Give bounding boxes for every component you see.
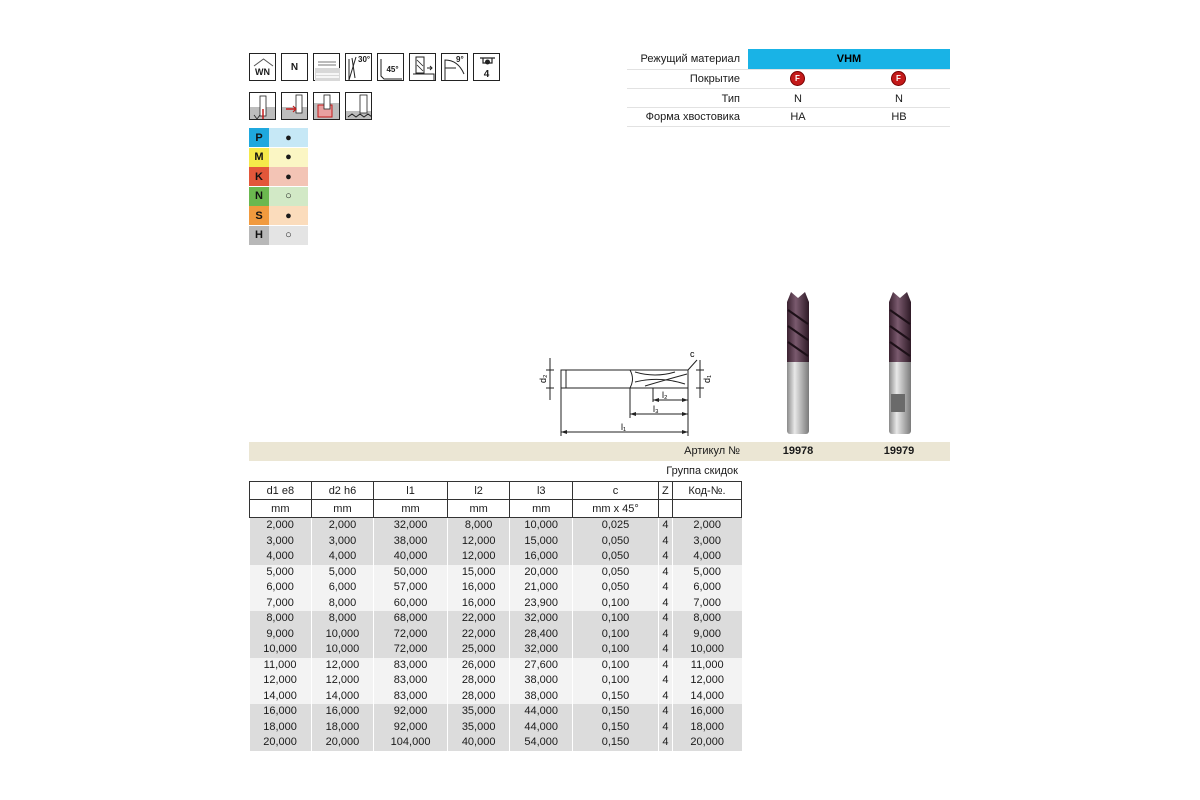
coating-icon: F <box>790 71 805 86</box>
table-cell: 0,150 <box>573 720 659 736</box>
end-mill-technical-drawing <box>535 350 715 440</box>
table-cell: 6,000 <box>311 580 374 596</box>
table-cell: 18,000 <box>672 720 741 736</box>
table-cell: 4 <box>658 642 672 658</box>
article-label: Артикул № <box>684 445 740 457</box>
material-letter: M <box>249 148 269 167</box>
material-letter: H <box>249 226 269 245</box>
table-cell: 2,000 <box>311 518 374 534</box>
shank-form-value: HB <box>891 111 907 123</box>
type-value: N <box>794 93 802 105</box>
table-cell: 4 <box>658 580 672 596</box>
table-cell: 4 <box>658 689 672 705</box>
table-cell: 21,000 <box>510 580 573 596</box>
table-cell: 32,000 <box>510 642 573 658</box>
table-cell: 0,150 <box>573 689 659 705</box>
l3-label: l₃ <box>653 404 659 414</box>
table-cell: 8,000 <box>311 596 374 612</box>
helix-angle-icon: 30° <box>345 53 372 81</box>
table-cell: 16,000 <box>311 704 374 720</box>
table-cell: 22,000 <box>447 611 510 627</box>
table-cell: 25,000 <box>447 642 510 658</box>
table-cell: 4 <box>658 611 672 627</box>
surface-finish-icon <box>313 53 340 81</box>
table-cell: 12,000 <box>447 534 510 550</box>
table-row <box>250 673 742 689</box>
flutes-icon: 4 <box>473 53 500 81</box>
type-label: Тип <box>721 93 740 105</box>
table-row <box>250 534 742 550</box>
table-cell: 40,000 <box>374 549 448 565</box>
material-row-k <box>249 167 308 186</box>
c-label: c <box>690 350 695 359</box>
table-row <box>250 735 742 751</box>
shank-form-value: HA <box>790 111 806 123</box>
material-row-m <box>249 148 308 167</box>
table-row <box>250 642 742 658</box>
table-cell: 4 <box>658 596 672 612</box>
shank-form-label: Форма хвостовика <box>645 111 740 123</box>
plunge-milling-icon <box>249 92 276 120</box>
table-cell: 104,000 <box>374 735 448 751</box>
table-cell: 0,050 <box>573 565 659 581</box>
table-cell: 16,000 <box>510 549 573 565</box>
table-cell: 44,000 <box>510 720 573 736</box>
table-cell: 35,000 <box>447 720 510 736</box>
column-unit: mm <box>510 500 573 518</box>
table-cell: 2,000 <box>672 518 741 534</box>
table-cell: 32,000 <box>510 611 573 627</box>
slot-milling-icon <box>281 92 308 120</box>
clearance-angle-icon: 9° <box>441 53 468 81</box>
table-cell: 7,000 <box>250 596 312 612</box>
table-cell: 28,400 <box>510 627 573 643</box>
column-header: Код-№. <box>672 482 741 500</box>
table-cell: 15,000 <box>447 565 510 581</box>
table-cell: 0,050 <box>573 534 659 550</box>
table-cell: 14,000 <box>311 689 374 705</box>
table-cell: 9,000 <box>250 627 312 643</box>
table-cell: 8,000 <box>250 611 312 627</box>
table-cell: 4 <box>658 673 672 689</box>
coating-icon: F <box>891 71 906 86</box>
table-cell: 83,000 <box>374 658 448 674</box>
table-cell: 16,000 <box>447 580 510 596</box>
column-unit: mm <box>250 500 312 518</box>
end-mill-hb-image <box>882 290 918 438</box>
type-value: N <box>895 93 903 105</box>
table-cell: 92,000 <box>374 720 448 736</box>
table-row <box>250 611 742 627</box>
table-cell: 20,000 <box>311 735 374 751</box>
table-cell: 0,100 <box>573 673 659 689</box>
d1-label: d₁ <box>702 374 712 383</box>
table-cell: 26,000 <box>447 658 510 674</box>
table-cell: 6,000 <box>672 580 741 596</box>
article-number: 19979 <box>883 445 915 457</box>
table-row <box>250 565 742 581</box>
table-cell: 28,000 <box>447 673 510 689</box>
table-row <box>250 580 742 596</box>
table-cell: 16,000 <box>250 704 312 720</box>
table-cell: 4,000 <box>672 549 741 565</box>
l2-label: l₂ <box>662 390 668 400</box>
table-cell: 4 <box>658 704 672 720</box>
table-cell: 4 <box>658 735 672 751</box>
table-cell: 18,000 <box>250 720 312 736</box>
material-row-h <box>249 226 308 245</box>
material-row-p <box>249 128 308 147</box>
column-header: l3 <box>510 482 573 500</box>
table-cell: 20,000 <box>510 565 573 581</box>
material-letter: K <box>249 167 269 186</box>
cutting-material-value: VHM <box>748 49 950 69</box>
material-letter: P <box>249 128 269 147</box>
table-cell: 8,000 <box>447 518 510 534</box>
spec-divider <box>627 107 950 108</box>
discount-group-label: Группа скидок <box>666 465 738 477</box>
table-cell: 12,000 <box>672 673 741 689</box>
table-cell: 0,100 <box>573 611 659 627</box>
table-cell: 3,000 <box>250 534 312 550</box>
table-row <box>250 704 742 720</box>
table-cell: 83,000 <box>374 673 448 689</box>
table-cell: 11,000 <box>250 658 312 674</box>
table-cell: 35,000 <box>447 704 510 720</box>
table-cell: 38,000 <box>510 673 573 689</box>
side-milling-icon <box>345 92 372 120</box>
material-letter: S <box>249 206 269 225</box>
column-unit: mm <box>374 500 448 518</box>
table-cell: 40,000 <box>447 735 510 751</box>
table-cell: 10,000 <box>311 642 374 658</box>
spec-divider <box>627 126 950 127</box>
table-cell: 16,000 <box>447 596 510 612</box>
table-row <box>250 518 742 534</box>
d2-label: d₂ <box>538 374 548 383</box>
table-units-row <box>250 500 742 518</box>
table-cell: 5,000 <box>250 565 312 581</box>
table-cell: 27,600 <box>510 658 573 674</box>
table-row <box>250 658 742 674</box>
table-cell: 0,100 <box>573 642 659 658</box>
column-unit <box>672 500 741 518</box>
material-row-n <box>249 187 308 206</box>
table-cell: 12,000 <box>250 673 312 689</box>
table-cell: 28,000 <box>447 689 510 705</box>
table-cell: 38,000 <box>510 689 573 705</box>
table-cell: 38,000 <box>374 534 448 550</box>
table-cell: 15,000 <box>510 534 573 550</box>
table-cell: 4 <box>658 720 672 736</box>
table-cell: 23,900 <box>510 596 573 612</box>
chamfer-icon: 45° <box>377 53 404 81</box>
table-cell: 0,100 <box>573 658 659 674</box>
material-row-s <box>249 206 308 225</box>
table-row <box>250 627 742 643</box>
table-cell: 0,025 <box>573 518 659 534</box>
coating-label: Покрытие <box>689 73 740 85</box>
cutting-material-label: Режущий материал <box>640 53 740 65</box>
table-cell: 8,000 <box>672 611 741 627</box>
spec-divider <box>627 88 950 89</box>
article-number: 19978 <box>782 445 814 457</box>
material-suitability: ● <box>285 170 292 183</box>
table-cell: 4 <box>658 534 672 550</box>
table-row <box>250 720 742 736</box>
table-cell: 14,000 <box>672 689 741 705</box>
column-unit: mm <box>447 500 510 518</box>
table-cell: 54,000 <box>510 735 573 751</box>
table-cell: 12,000 <box>311 658 374 674</box>
table-cell: 50,000 <box>374 565 448 581</box>
column-header: l2 <box>447 482 510 500</box>
n-type-icon: N <box>281 53 308 81</box>
column-header: d1 e8 <box>250 482 312 500</box>
table-cell: 10,000 <box>311 627 374 643</box>
table-cell: 10,000 <box>510 518 573 534</box>
table-cell: 83,000 <box>374 689 448 705</box>
table-cell: 12,000 <box>447 549 510 565</box>
center-cut-icon <box>409 53 436 81</box>
column-unit <box>658 500 672 518</box>
table-cell: 12,000 <box>311 673 374 689</box>
column-unit: mm x 45° <box>573 500 659 518</box>
table-cell: 3,000 <box>672 534 741 550</box>
material-suitability: ● <box>285 131 292 144</box>
table-cell: 16,000 <box>672 704 741 720</box>
table-cell: 0,100 <box>573 596 659 612</box>
end-mill-ha-image <box>780 290 816 438</box>
pocket-milling-icon <box>313 92 340 120</box>
table-cell: 0,150 <box>573 704 659 720</box>
table-cell: 18,000 <box>311 720 374 736</box>
table-cell: 4 <box>658 627 672 643</box>
table-row <box>250 689 742 705</box>
table-cell: 20,000 <box>250 735 312 751</box>
column-header: d2 h6 <box>311 482 374 500</box>
material-letter: N <box>249 187 269 206</box>
l1-label: l₁ <box>621 422 627 432</box>
table-cell: 57,000 <box>374 580 448 596</box>
table-cell: 14,000 <box>250 689 312 705</box>
table-cell: 11,000 <box>672 658 741 674</box>
table-cell: 72,000 <box>374 642 448 658</box>
table-cell: 4,000 <box>250 549 312 565</box>
table-cell: 4,000 <box>311 549 374 565</box>
table-cell: 44,000 <box>510 704 573 720</box>
column-unit: mm <box>311 500 374 518</box>
table-cell: 0,050 <box>573 580 659 596</box>
table-cell: 20,000 <box>672 735 741 751</box>
material-suitability: ○ <box>285 229 292 241</box>
table-cell: 9,000 <box>672 627 741 643</box>
table-cell: 6,000 <box>250 580 312 596</box>
table-cell: 10,000 <box>672 642 741 658</box>
table-cell: 92,000 <box>374 704 448 720</box>
table-cell: 2,000 <box>250 518 312 534</box>
table-cell: 8,000 <box>311 611 374 627</box>
table-cell: 5,000 <box>672 565 741 581</box>
table-cell: 3,000 <box>311 534 374 550</box>
table-header-row <box>250 482 742 500</box>
column-header: Z <box>658 482 672 500</box>
table-cell: 4 <box>658 565 672 581</box>
table-cell: 4 <box>658 518 672 534</box>
table-cell: 0,050 <box>573 549 659 565</box>
table-cell: 72,000 <box>374 627 448 643</box>
table-cell: 4 <box>658 549 672 565</box>
table-cell: 7,000 <box>672 596 741 612</box>
table-cell: 4 <box>658 658 672 674</box>
material-suitability: ○ <box>285 190 292 202</box>
material-suitability: ● <box>285 151 292 163</box>
table-cell: 5,000 <box>311 565 374 581</box>
table-row <box>250 596 742 612</box>
table-cell: 68,000 <box>374 611 448 627</box>
dimensions-table <box>249 481 742 751</box>
table-cell: 22,000 <box>447 627 510 643</box>
table-cell: 60,000 <box>374 596 448 612</box>
wn-norm-icon: WN <box>249 53 276 81</box>
table-row <box>250 549 742 565</box>
material-suitability: ● <box>285 209 292 222</box>
table-cell: 0,100 <box>573 627 659 643</box>
table-cell: 0,150 <box>573 735 659 751</box>
spec-divider <box>627 69 950 70</box>
table-cell: 32,000 <box>374 518 448 534</box>
column-header: c <box>573 482 659 500</box>
table-cell: 10,000 <box>250 642 312 658</box>
column-header: l1 <box>374 482 448 500</box>
